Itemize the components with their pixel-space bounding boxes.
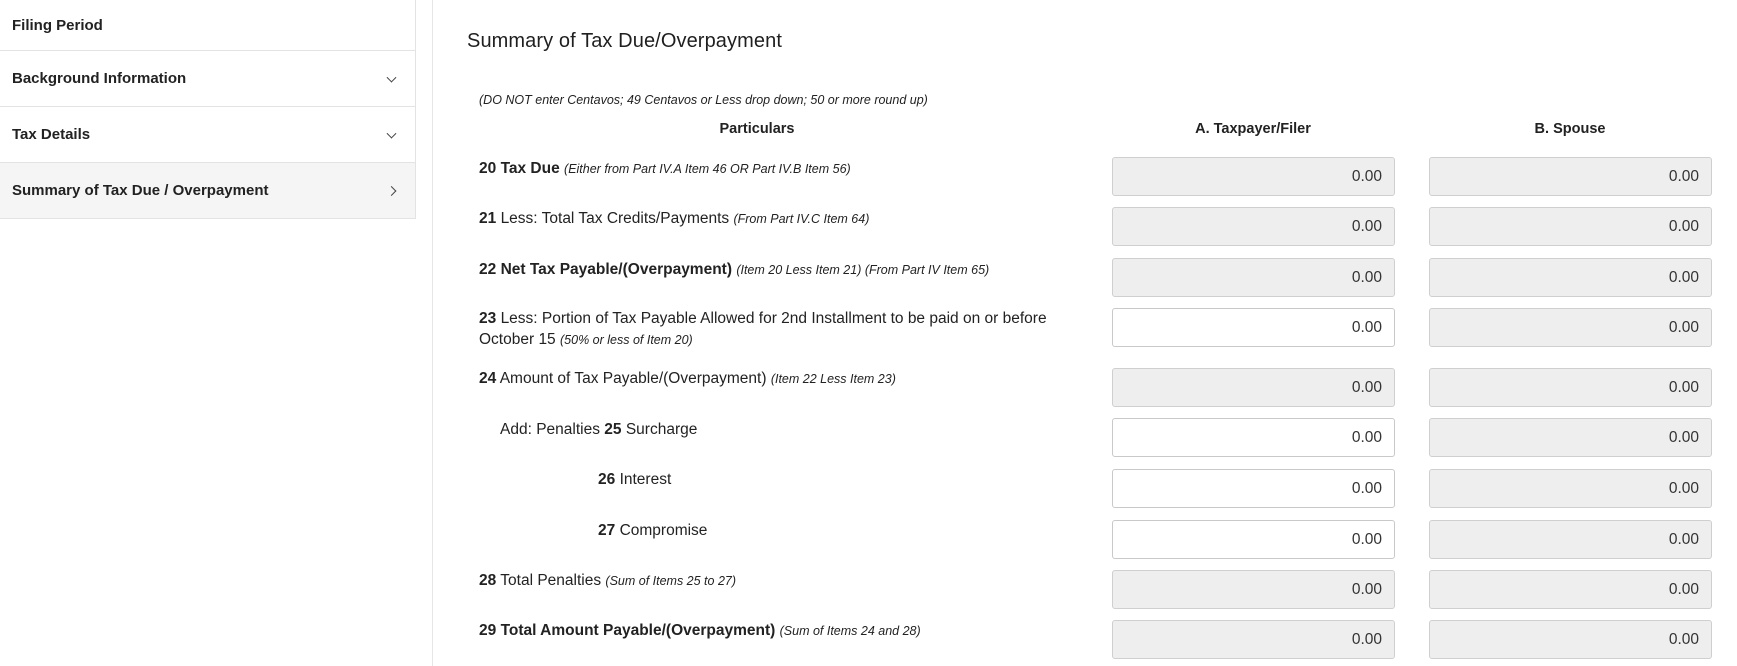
item-text: Tax Due — [500, 160, 560, 177]
item-reference: (Sum of Items 24 and 28) — [779, 624, 921, 638]
sidebar — [0, 0, 416, 219]
item-text: Total Penalties — [500, 572, 602, 589]
row-label — [479, 259, 1049, 281]
row-label — [598, 520, 1168, 541]
column-header-spouse: B. Spouse — [1534, 121, 1606, 137]
item-number: 21 — [479, 210, 497, 227]
sidebar-item-summary[interactable] — [0, 163, 416, 219]
sidebar-item-tax-details[interactable] — [0, 107, 416, 163]
item23-spouse-field: 0.00 — [1429, 308, 1712, 347]
item29-spouse-field: 0.00 — [1429, 620, 1712, 659]
item-text: Surcharge — [625, 421, 698, 438]
column-header-taxpayer: A. Taxpayer/Filer — [1195, 121, 1311, 137]
item26-spouse-field: 0.00 — [1429, 469, 1712, 508]
centavos-note: (DO NOT enter Centavos; 49 Centavos or Less drop down; 50 or more round up) — [479, 93, 928, 107]
item29-taxpayer-field: 0.00 — [1112, 620, 1395, 659]
item-text: Amount of Tax Payable/(Overpayment) — [499, 370, 767, 387]
item-reference: (Either from Part IV.A Item 46 OR Part IV.B Item 56) — [564, 162, 851, 176]
item-number: 24 — [479, 370, 497, 387]
item-reference: (Item 22 Less Item 23) — [770, 372, 896, 386]
item-reference: (Item 20 Less Item 21) (From Part IV Item 65) — [736, 263, 990, 277]
item-reference: (From Part IV.C Item 64) — [733, 212, 870, 226]
item22-spouse-field: 0.00 — [1429, 258, 1712, 297]
item28-taxpayer-field: 0.00 — [1112, 570, 1395, 609]
item-number: 28 — [479, 572, 497, 589]
column-header-particulars: Particulars — [719, 121, 795, 137]
item25-taxpayer-input[interactable]: 0.00 — [1112, 418, 1395, 457]
sidebar-item-label: Tax Details — [12, 126, 91, 143]
item28-spouse-field: 0.00 — [1429, 570, 1712, 609]
item-number: 25 — [604, 421, 622, 438]
main-content — [467, 0, 1717, 666]
chevron-down-icon — [387, 72, 397, 82]
row-label — [598, 469, 1168, 490]
sidebar-item-label: Background Information — [12, 70, 187, 87]
item-text: Net Tax Payable/(Overpayment) — [500, 261, 733, 278]
item27-taxpayer-input[interactable]: 0.00 — [1112, 520, 1395, 559]
item-text: Compromise — [619, 522, 708, 539]
item-text: Less: Portion of Tax Payable Allowed for 2nd Installment to be paid on or before October 15 — [479, 310, 1047, 348]
chevron-right-icon — [387, 186, 397, 196]
item21-spouse-field: 0.00 — [1429, 207, 1712, 246]
item24-taxpayer-field: 0.00 — [1112, 368, 1395, 407]
item-reference: (Sum of Items 25 to 27) — [605, 574, 737, 588]
item-text: Less: Total Tax Credits/Payments — [500, 210, 730, 227]
chevron-down-icon — [387, 128, 397, 138]
row-label — [479, 620, 1049, 642]
row-label — [479, 570, 1049, 592]
item-number: 27 — [598, 522, 616, 539]
item21-taxpayer-field: 0.00 — [1112, 207, 1395, 246]
sidebar-item-label: Summary of Tax Due / Overpayment — [12, 182, 269, 199]
item20-taxpayer-field: 0.00 — [1112, 157, 1395, 196]
item23-taxpayer-input[interactable]: 0.00 — [1112, 308, 1395, 347]
row-label — [479, 368, 1049, 390]
vertical-divider — [432, 0, 433, 666]
item27-spouse-field: 0.00 — [1429, 520, 1712, 559]
sidebar-item-filing-period[interactable] — [0, 0, 416, 51]
item24-spouse-field: 0.00 — [1429, 368, 1712, 407]
row-label — [479, 158, 1049, 180]
item-number: 26 — [598, 471, 616, 488]
row-label — [479, 308, 1059, 351]
item26-taxpayer-input[interactable]: 0.00 — [1112, 469, 1395, 508]
item20-spouse-field: 0.00 — [1429, 157, 1712, 196]
item-reference: (50% or less of Item 20) — [560, 333, 693, 347]
item-text: Interest — [619, 471, 672, 488]
item22-taxpayer-field: 0.00 — [1112, 258, 1395, 297]
item-number: 22 — [479, 261, 497, 278]
item-number: 23 — [479, 310, 497, 327]
row-label — [479, 208, 1049, 230]
item-number: 20 — [479, 160, 497, 177]
item25-spouse-field: 0.00 — [1429, 418, 1712, 457]
sidebar-item-background-information[interactable] — [0, 51, 416, 107]
penalties-prefix: Add: Penalties — [500, 421, 600, 438]
item-text: Total Amount Payable/(Overpayment) — [500, 622, 776, 639]
item-number: 29 — [479, 622, 497, 639]
sidebar-item-label: Filing Period — [12, 16, 103, 34]
page-title: Summary of Tax Due/Overpayment — [467, 30, 782, 52]
row-label — [500, 419, 1070, 440]
